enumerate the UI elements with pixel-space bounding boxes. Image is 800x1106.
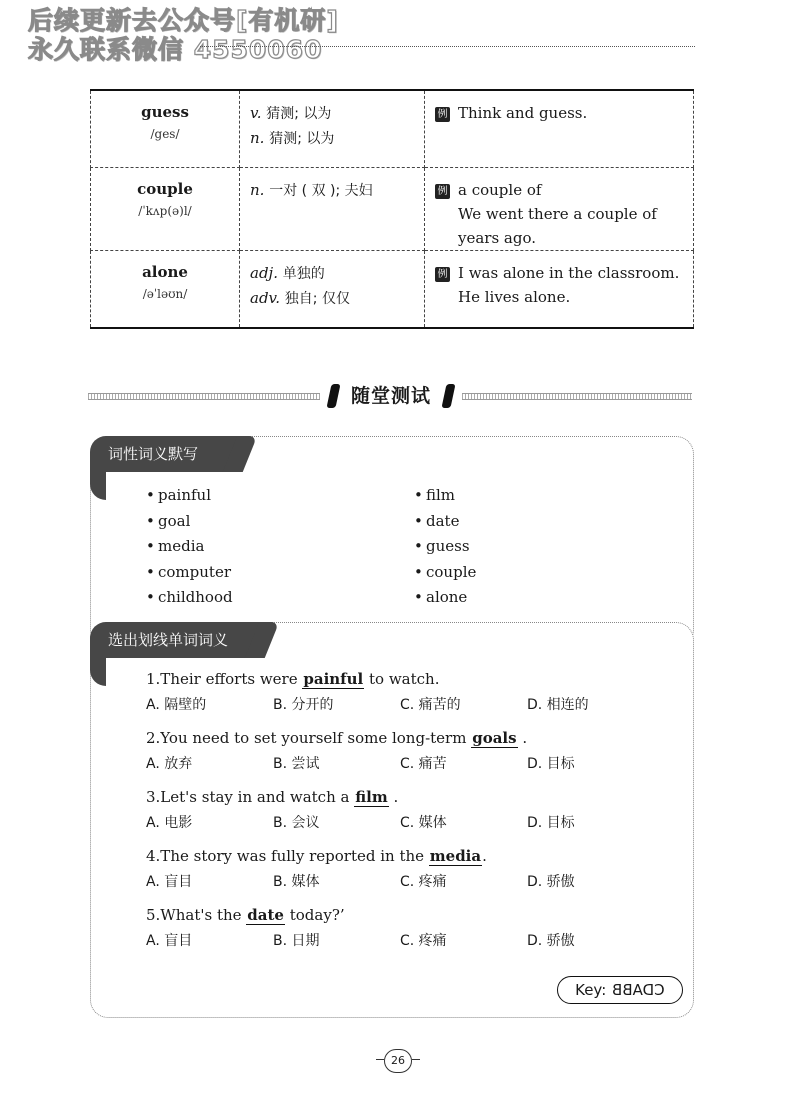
headword: alone: [142, 263, 188, 281]
chinese-meaning: 独自; 仅仅: [284, 291, 350, 307]
question: [146, 787, 666, 833]
word-cell: [91, 168, 240, 251]
list-item: • film: [414, 483, 476, 509]
option: A. 盲目: [146, 933, 193, 949]
option: B. 尝试: [273, 756, 320, 772]
word-list-right: [414, 483, 476, 611]
chinese-meaning: 单独的: [282, 266, 325, 282]
list-item: • computer: [146, 560, 233, 586]
part-of-speech: v.: [250, 104, 262, 122]
question-stem: [146, 846, 666, 866]
watermark-line-1: 后续更新去公众号[有机研]: [28, 6, 339, 35]
stem-text: 5.What's the: [146, 906, 247, 924]
underlined-word: date: [247, 906, 284, 924]
options: [146, 695, 666, 715]
option: C. 媒体: [400, 815, 447, 831]
option: C. 疼痛: [400, 933, 447, 949]
option: C. 痛苦: [400, 756, 447, 772]
stem-text: 1.Their efforts were: [146, 670, 303, 688]
option: D. 相连的: [527, 697, 589, 713]
answer-key-answers: CDABB: [612, 981, 665, 999]
list-item: • alone: [414, 585, 476, 611]
phonetic: /ges/: [150, 127, 180, 141]
example-sentence: We went there a couple of years ago.: [458, 205, 657, 247]
example-badge-icon: 例: [435, 184, 450, 199]
stem-text: to watch.: [364, 670, 440, 688]
part-of-speech: adv.: [250, 289, 281, 307]
option: B. 媒体: [273, 874, 320, 890]
options: [146, 813, 666, 833]
vocabulary-table: [90, 89, 694, 329]
headword: guess: [141, 103, 189, 121]
chinese-meaning: 猜测; 以为: [266, 106, 332, 122]
example-cell: [425, 90, 694, 168]
stem-text: 2.You need to set yourself some long-term: [146, 729, 472, 747]
option: A. 盲目: [146, 874, 193, 890]
phonetic: /ˈkʌp(ə)l/: [138, 204, 192, 218]
option: C. 痛苦的: [400, 697, 461, 713]
question: [146, 728, 666, 774]
watermark: [28, 8, 339, 62]
phonetic: /əˈləʊn/: [142, 287, 188, 301]
list-item: • guess: [414, 534, 476, 560]
question: [146, 846, 666, 892]
option: D. 骄傲: [527, 933, 575, 949]
example-sentence: Think and guess.: [458, 104, 588, 122]
option: D. 骄傲: [527, 874, 575, 890]
stem-text: .: [482, 847, 487, 865]
page-number: 26: [384, 1049, 412, 1073]
stem-text: 4.The story was fully reported in the: [146, 847, 429, 865]
underlined-word: goals: [472, 729, 517, 747]
word-cell: [91, 90, 240, 168]
answer-key: [557, 976, 683, 1004]
part-of-speech: n.: [250, 129, 265, 147]
example-cell: [425, 168, 694, 251]
option: B. 会议: [273, 815, 320, 831]
option: A. 电影: [146, 815, 193, 831]
question-stem: [146, 787, 666, 807]
question: [146, 905, 666, 951]
underlined-word: painful: [303, 670, 364, 688]
section-rule-left: [88, 393, 320, 400]
header-dotted-rule: [200, 46, 695, 47]
quiz-panel: [90, 622, 694, 1018]
list-item: • date: [414, 509, 476, 535]
option: A. 放弃: [146, 756, 193, 772]
panel-tab: 词性词义默写: [90, 436, 238, 472]
example-sentence: I was alone in the classroom.: [458, 264, 680, 282]
option: D. 目标: [527, 815, 575, 831]
headword: couple: [137, 180, 193, 198]
question: [146, 669, 666, 715]
question-stem: [146, 669, 666, 689]
stem-text: 3.Let's stay in and watch a: [146, 788, 355, 806]
example-badge-icon: 例: [435, 267, 450, 282]
stem-text: .: [517, 729, 528, 747]
options: [146, 931, 666, 951]
section-title: 随堂测试: [327, 382, 455, 410]
panel-tab: 选出划线单词词义: [90, 622, 260, 658]
question-stem: [146, 728, 666, 748]
example-badge-icon: 例: [435, 107, 450, 122]
example-cell: [425, 251, 694, 329]
list-item: • media: [146, 534, 233, 560]
list-item: • couple: [414, 560, 476, 586]
part-of-speech: n.: [250, 181, 265, 199]
option: D. 目标: [527, 756, 575, 772]
meaning-cell: [240, 90, 425, 168]
chinese-meaning: 一对 ( 双 ); 夫妇: [269, 183, 373, 199]
part-of-speech: adj.: [250, 264, 278, 282]
word-list-panel: [90, 436, 694, 648]
options: [146, 872, 666, 892]
tab-fold: [90, 658, 106, 686]
meaning-cell: [240, 251, 425, 329]
word-list-left: [146, 483, 233, 611]
list-item: • childhood: [146, 585, 233, 611]
option: C. 疼痛: [400, 874, 447, 890]
list-item: • goal: [146, 509, 233, 535]
watermark-line-2: 永久联系微信 4550060: [28, 35, 323, 64]
table-row: [91, 251, 694, 329]
word-cell: [91, 251, 240, 329]
option: A. 隔壁的: [146, 697, 207, 713]
list-item: • painful: [146, 483, 233, 509]
chinese-meaning: 猜测; 以为: [269, 131, 335, 147]
underlined-word: media: [429, 847, 482, 865]
table-row: [91, 90, 694, 168]
meaning-cell: [240, 168, 425, 251]
option: B. 分开的: [273, 697, 334, 713]
option: B. 日期: [273, 933, 320, 949]
example-sentence: He lives alone.: [458, 288, 571, 306]
underlined-word: film: [355, 788, 388, 806]
options: [146, 754, 666, 774]
example-sentence: a couple of: [458, 181, 542, 199]
table-row: [91, 168, 694, 251]
answer-key-label: Key:: [575, 981, 607, 999]
question-stem: [146, 905, 666, 925]
section-rule-right: [462, 393, 692, 400]
stem-text: today?’: [284, 906, 345, 924]
stem-text: .: [388, 788, 399, 806]
tab-fold: [90, 472, 106, 500]
